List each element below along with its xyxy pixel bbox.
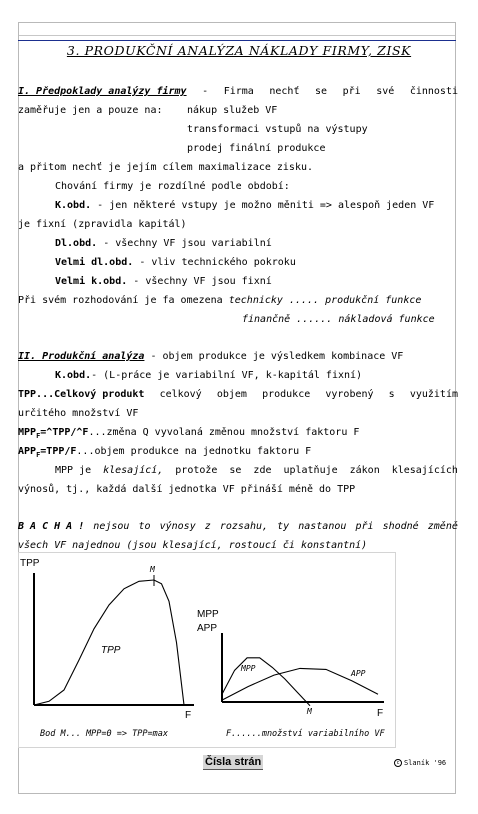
- mpp-declining-continuation: výnosů, tj., každá další jednotka VF přináší méně do TPP: [18, 484, 356, 495]
- section2-heading-line: II. Produkční analýza - objem produkce je výsledkem kombinace VF: [18, 351, 404, 362]
- tpp-line: TPP...Celkový produkt celkový objem produkce vyrobený s využitím: [18, 389, 458, 400]
- very-short-period-line: Velmi k.obd. - všechny VF jsou fixní: [55, 276, 272, 287]
- page-numbers-tab[interactable]: Čísla strán: [205, 756, 262, 768]
- dlobd-line: Dl.obd. - všechny VF jsou variabilní: [55, 238, 272, 249]
- tpp-continuation: určitého množství VF: [18, 408, 139, 419]
- very-long-period-line: Velmi dl.obd. - vliv technického pokroku: [55, 257, 296, 268]
- decision-line-2: finančně ...... nákladová funkce: [242, 314, 435, 325]
- app-series-label: APP: [351, 669, 366, 678]
- section2-kobd-line: K.obd.- (L-práce je variabilní VF, k-kapitál fixní): [55, 370, 363, 381]
- list-item: nákup služeb VF: [187, 105, 278, 116]
- page-title: 3. PRODUKČNÍ ANALÝZA NÁKLADY FIRMY, ZISK: [66, 43, 412, 58]
- mpp-y-label: MPP: [197, 609, 219, 620]
- caption-left: Bod M... MPP=0 => TPP=max: [40, 729, 168, 739]
- section1-line1: I. Předpoklady analýzy firmy - Firma nechť se při své činnosti: [18, 86, 458, 97]
- mpp-curve: [222, 658, 310, 706]
- copyright-icon: c: [394, 759, 402, 767]
- mpp-zero-label: M: [307, 707, 312, 716]
- section1-heading: I. Předpoklady analýzy firmy: [18, 86, 187, 97]
- warning-label: B A C H A !: [18, 521, 85, 532]
- mpp-series-label: MPP: [241, 664, 256, 673]
- goal-line: a přitom nechť je jejím cílem maximalizace zisku.: [18, 162, 314, 173]
- mpp-x-label: F: [377, 708, 384, 719]
- tpp-y-label: TPP: [20, 558, 40, 569]
- tpp-max-label: M: [150, 565, 155, 574]
- app-y-label: APP: [197, 623, 218, 634]
- app-definition: $APP_F=TPP/F...objem$ produkce na jednotku faktoru F: [18, 446, 312, 459]
- kobd-line: K.obd. - jen některé vstupy je možno měniti => alespoň jeden VF: [55, 200, 435, 211]
- tpp-series-label: TPP: [101, 645, 121, 656]
- list-item: transformaci vstupů na výstupy: [187, 124, 368, 135]
- decision-line: Při svém rozhodování je fa omezena technicky ..... produkční funkce: [18, 295, 422, 306]
- warning-line1: B A C H A ! nejsou to výnosy z rozsahu, ty nastanou při shodné změně: [18, 521, 458, 532]
- tpp-x-label: F: [185, 710, 192, 721]
- section2-heading: II. Produkční analýza: [18, 351, 145, 362]
- section1-intro-line2: zaměřuje jen a pouze na:: [18, 105, 163, 116]
- mpp-declining-line: MPP je klesající, protože se zde uplatňuje zákon klesajících: [55, 465, 458, 476]
- warning-line2: všech VF najednou (jsou klesající, rostoucí či konstantní): [18, 540, 368, 551]
- copyright: c Slaník '96: [394, 759, 446, 767]
- mpp-definition: $MPP_F=\^{}TPP/\^{}F...změna$ Q vyvolaná změnou množství faktoru F: [18, 427, 360, 440]
- caption-right: F......množství variabilního VF: [226, 729, 385, 739]
- tpp-curve: [34, 580, 184, 705]
- kobd-continuation: je fixní (zpravidla kapitál): [18, 219, 187, 230]
- list-item: prodej finální produkce: [187, 143, 326, 154]
- behavior-line: Chování firmy je rozdílné podle období:: [55, 181, 290, 192]
